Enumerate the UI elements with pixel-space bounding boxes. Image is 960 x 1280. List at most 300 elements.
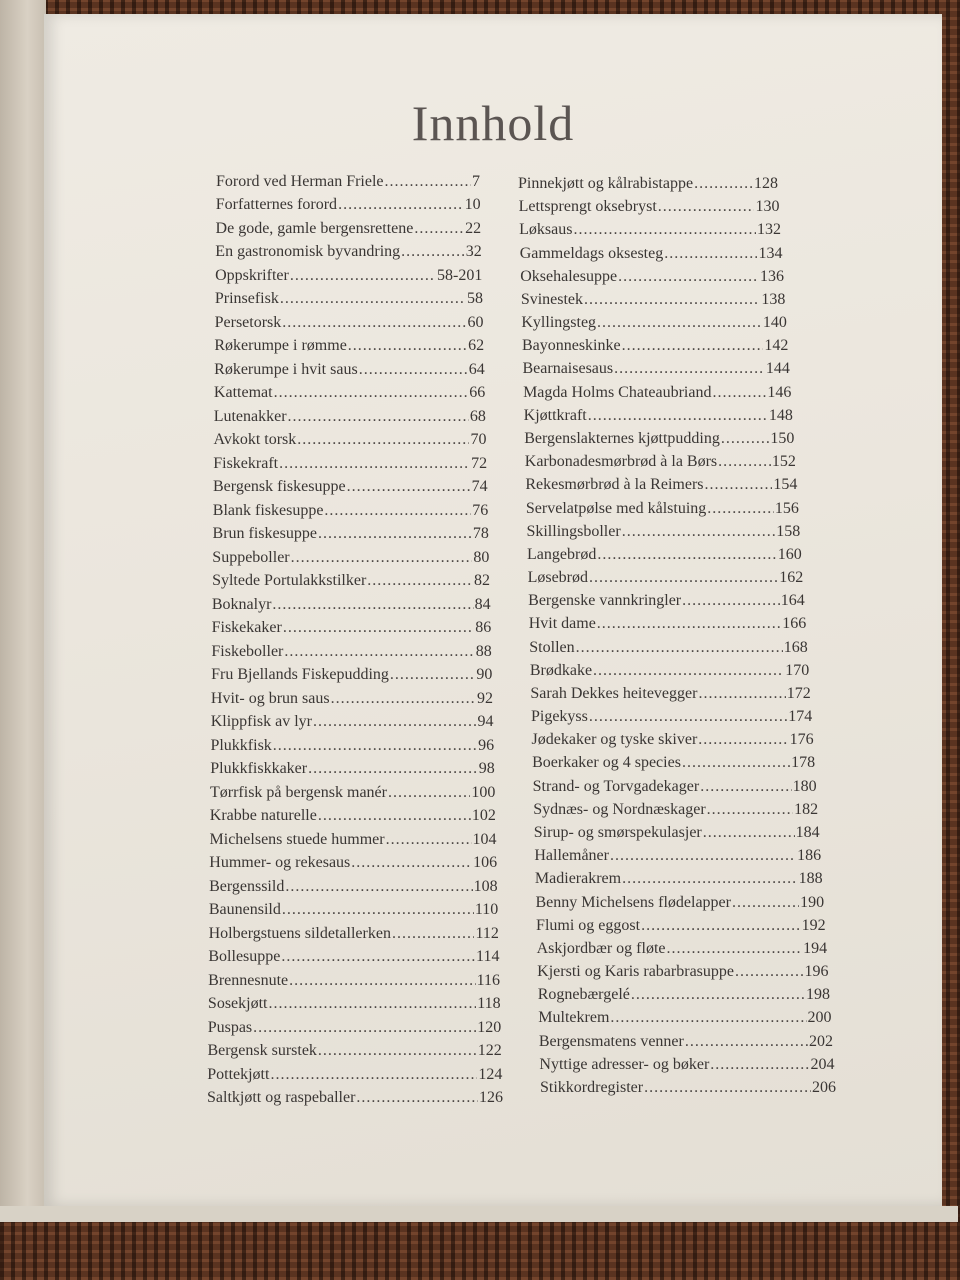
toc-entry-title: Askjordbær og fløte	[536, 939, 666, 957]
toc-entry-title: Skillingsboller	[526, 522, 621, 540]
toc-entry-title: Forfatternes forord	[215, 196, 338, 214]
toc-entry-page-number: 90	[476, 666, 493, 684]
toc-entry-page-number: 102	[471, 807, 496, 825]
toc-leader-dots	[700, 779, 791, 795]
toc-leader-dots	[331, 691, 476, 707]
toc-entry	[213, 526, 489, 542]
toc-entry-title: Brennesnute	[208, 971, 289, 989]
toc-entry-title: Michelsens stuede hummer	[209, 830, 385, 848]
toc-entry-page-number: 204	[810, 1055, 835, 1073]
toc-leader-dots	[666, 941, 802, 957]
toc-entry-page-number: 142	[764, 337, 789, 355]
toc-leader-dots	[285, 879, 472, 895]
toc-entry	[528, 570, 804, 586]
toc-entry-page-number: 96	[478, 736, 495, 754]
toc-entry	[207, 1043, 501, 1059]
toc-entry-title: Baunensild	[208, 901, 281, 919]
toc-leader-dots	[735, 964, 804, 980]
toc-entry-page-number: 120	[477, 1018, 502, 1036]
toc-leader-dots	[705, 477, 773, 493]
toc-entry-page-number: 150	[770, 429, 795, 447]
toc-entry	[210, 761, 495, 777]
toc-leader-dots	[712, 385, 766, 401]
toc-entry-title: Sosekjøtt	[207, 995, 268, 1013]
toc-leader-dots	[288, 409, 469, 425]
toc-leader-dots	[618, 269, 759, 285]
toc-leader-dots	[703, 825, 795, 841]
toc-entry-title: Røkerumpe i hvit saus	[214, 360, 358, 378]
toc-entry	[521, 315, 787, 331]
toc-leader-dots	[414, 221, 464, 237]
toc-leader-dots	[390, 667, 475, 683]
toc-entry	[214, 385, 485, 401]
toc-entry-title: Nyttige adresser- og bøker	[539, 1055, 710, 1073]
toc-entry-title: Løsebrød	[527, 569, 589, 587]
toc-entry	[216, 221, 482, 237]
toc-entry	[211, 691, 493, 707]
toc-entry-title: Plukkfiskkaker	[210, 760, 308, 778]
toc-entry-title: Prinsefisk	[214, 290, 279, 308]
toc-entry	[527, 547, 802, 563]
toc-entry-title: Saltkjøtt og raspeballer	[207, 1089, 356, 1106]
toc-entry	[208, 1020, 502, 1036]
toc-entry-page-number: 124	[478, 1065, 503, 1083]
toc-leader-dots	[588, 408, 768, 424]
toc-entry-page-number: 58-201	[437, 266, 483, 284]
toc-leader-dots	[710, 1057, 809, 1073]
toc-leader-dots	[610, 848, 796, 864]
toc-entry-title: Fiskekaker	[211, 619, 282, 637]
toc-entry-page-number: 116	[476, 971, 501, 989]
toc-entry-title: Rekesmørbrød à la Reimers	[525, 476, 704, 494]
toc-entry	[522, 338, 788, 354]
toc-leader-dots	[359, 362, 468, 378]
toc-leader-dots	[281, 949, 475, 965]
toc-entry	[214, 362, 485, 378]
toc-entry	[209, 926, 499, 942]
toc-entry-page-number: 188	[798, 870, 823, 888]
toc-entry-title: Magda Holms Chateaubriand	[523, 383, 712, 401]
contents-page	[44, 14, 942, 1206]
toc-entry-title: Madierakrem	[534, 870, 622, 888]
toc-entry-title: Kjøttkraft	[523, 406, 587, 424]
toc-entry-page-number: 98	[478, 760, 495, 778]
toc-entry-page-number: 140	[762, 314, 787, 332]
toc-entry-title: Rognebærgelé	[537, 986, 630, 1004]
toc-entry	[215, 315, 484, 331]
toc-entry-title: Tørrfisk på bergensk manér	[210, 783, 387, 801]
toc-entry	[519, 222, 781, 238]
toc-leader-dots	[589, 570, 778, 586]
toc-leader-dots	[279, 456, 470, 472]
toc-entry-page-number: 174	[788, 708, 813, 726]
toc-leader-dots	[284, 644, 474, 660]
toc-entry-page-number: 130	[755, 198, 780, 216]
toc-entry-page-number: 168	[783, 638, 808, 656]
toc-leader-dots	[386, 832, 472, 848]
toc-entry	[525, 477, 797, 493]
toc-entry	[524, 431, 794, 447]
toc-entry-page-number: 190	[800, 893, 825, 911]
toc-entry-page-number: 22	[465, 219, 482, 237]
toc-leader-dots	[388, 785, 470, 801]
toc-leader-dots	[593, 663, 784, 679]
toc-entry-title: Forord ved Herman Friele	[216, 173, 384, 190]
toc-entry	[210, 785, 495, 801]
toc-leader-dots	[351, 855, 472, 871]
toc-entry	[538, 987, 830, 1003]
toc-entry-page-number: 152	[771, 453, 796, 471]
toc-entry	[518, 176, 778, 192]
toc-leader-dots	[348, 338, 467, 354]
toc-leader-dots	[356, 1090, 478, 1106]
toc-entry-page-number: 76	[472, 501, 489, 519]
toc-entry-title: Syltede Portulakkstilker	[212, 572, 367, 590]
toc-entry	[209, 902, 498, 918]
toc-entry-title: Brun fiskesuppe	[212, 525, 317, 543]
toc-entry	[535, 895, 824, 911]
toc-entry-title: Jødekaker og tyske skiver	[531, 731, 698, 749]
toc-entry-page-number: 104	[472, 830, 497, 848]
toc-leader-dots	[721, 431, 769, 447]
toc-leader-dots	[694, 176, 753, 192]
toc-entry-page-number: 110	[474, 901, 499, 919]
toc-entry	[213, 432, 486, 448]
toc-leader-dots	[253, 1020, 476, 1036]
toc-entry	[536, 918, 826, 934]
toc-entry-page-number: 160	[777, 545, 802, 563]
toc-entry	[528, 593, 805, 609]
toc-entry-page-number: 164	[780, 592, 805, 610]
toc-entry-title: Sydnæs- og Nordnæskager	[533, 800, 706, 818]
toc-leader-dots	[283, 620, 474, 636]
toc-entry-title: Stollen	[529, 638, 575, 656]
toc-leader-dots	[573, 222, 756, 238]
toc-entry-title: Langebrød	[527, 545, 597, 563]
toc-entry	[209, 855, 497, 871]
toc-leader-dots	[318, 526, 472, 542]
toc-leader-dots	[641, 918, 801, 934]
toc-leader-dots	[347, 479, 471, 495]
toc-entry-page-number: 70	[470, 431, 487, 449]
toc-entry-title: En gastronomisk byvandring	[215, 243, 401, 261]
toc-entry-title: Bollesuppe	[208, 948, 281, 966]
toc-entry-title: Hallemåner	[534, 847, 609, 865]
toc-leader-dots	[268, 996, 476, 1012]
toc-entry-page-number: 196	[804, 963, 829, 981]
toc-entry-page-number: 202	[809, 1032, 833, 1050]
toc-entry	[208, 949, 499, 965]
toc-entry-title: Servelatpølse med kålstuing	[525, 499, 707, 517]
toc-leader-dots	[313, 714, 477, 730]
toc-entry	[533, 779, 817, 795]
toc-entry	[211, 714, 494, 730]
toc-entry	[216, 174, 480, 190]
toc-entry-title: Pottekjøtt	[207, 1065, 270, 1083]
toc-entry-page-number: 132	[756, 221, 781, 239]
toc-leader-dots	[273, 738, 477, 754]
toc-leader-dots	[610, 1010, 806, 1026]
toc-entry	[210, 832, 497, 848]
toc-entry-title: Pigekyss	[530, 708, 588, 726]
toc-leader-dots	[698, 732, 788, 748]
toc-entry	[538, 1010, 831, 1026]
toc-leader-dots	[318, 1043, 477, 1059]
toc-entry-page-number: 136	[759, 267, 784, 285]
toc-leader-dots	[614, 361, 765, 377]
toc-entry	[215, 291, 483, 307]
toc-entry-title: Brødkake	[529, 661, 593, 679]
toc-entry	[540, 1080, 836, 1096]
toc-entry-page-number: 158	[776, 522, 801, 540]
toc-entry	[523, 361, 790, 377]
toc-entry-page-number: 134	[758, 244, 783, 262]
toc-leader-dots	[664, 246, 757, 262]
toc-entry	[209, 879, 498, 895]
toc-leader-dots	[270, 1067, 477, 1083]
toc-entry	[216, 197, 481, 213]
toc-leader-dots	[290, 268, 436, 284]
toc-leader-dots	[338, 197, 464, 213]
toc-entry	[525, 454, 796, 470]
toc-entry	[533, 802, 818, 818]
toc-entry	[212, 597, 491, 613]
toc-entry-title: Multekrem	[538, 1009, 610, 1027]
toc-entry-title: Bayonneskinke	[521, 337, 621, 355]
toc-entry-page-number: 206	[812, 1079, 836, 1096]
toc-entry-title: Bergensk fiskesuppe	[213, 478, 346, 496]
toc-leader-dots	[318, 808, 471, 824]
toc-leader-dots	[732, 895, 799, 911]
toc-entry-title: Blank fiskesuppe	[212, 501, 324, 519]
toc-entry-title: Avkokt torsk	[213, 431, 297, 449]
toc-leader-dots	[622, 338, 764, 354]
toc-leader-dots	[589, 709, 787, 725]
toc-leader-dots	[584, 292, 760, 308]
toc-entry-page-number: 88	[475, 642, 492, 660]
toc-leader-dots	[280, 291, 466, 307]
toc-entry-title: Sarah Dekkes heitevegger	[530, 684, 698, 702]
toc-entry	[526, 524, 800, 540]
toc-leader-dots	[385, 174, 471, 190]
toc-entry-title: Lutenakker	[213, 407, 287, 425]
toc-entry-title: Hvit- og brun saus	[210, 689, 330, 707]
book-spine-edge	[0, 0, 46, 1222]
toc-entry-page-number: 182	[794, 800, 819, 818]
toc-entry-title: Løksaus	[519, 221, 573, 239]
toc-entry	[215, 244, 481, 260]
toc-leader-dots	[289, 973, 476, 989]
toc-entry-page-number: 86	[475, 619, 492, 637]
toc-entry-page-number: 172	[786, 684, 811, 702]
toc-entry	[529, 640, 807, 656]
toc-entry-title: De gode, gamle bergensrettene	[215, 219, 414, 237]
toc-leader-dots	[401, 244, 465, 260]
toc-entry-page-number: 62	[468, 337, 485, 355]
toc-entry-title: Persetorsk	[214, 313, 282, 331]
toc-entry-page-number: 80	[473, 548, 490, 566]
toc-entry-title: Bergensk surstek	[207, 1042, 317, 1060]
toc-leader-dots	[685, 1034, 808, 1050]
toc-entry-title: Bergenssild	[209, 877, 285, 895]
toc-entry-title: Hvit dame	[528, 615, 596, 633]
toc-entry-page-number: 66	[469, 384, 486, 402]
toc-entry	[523, 385, 791, 401]
toc-entry-page-number: 106	[473, 854, 498, 872]
toc-entry-page-number: 162	[779, 569, 804, 587]
toc-entry-title: Kyllingsteg	[521, 314, 597, 332]
toc-entry-title: Pinnekjøtt og kålrabistappe	[518, 175, 694, 192]
toc-entry	[539, 1034, 833, 1050]
toc-entry-title: Puspas	[207, 1018, 253, 1036]
toc-entry	[208, 996, 501, 1012]
toc-entry	[207, 1067, 502, 1083]
toc-entry-page-number: 186	[797, 847, 822, 865]
toc-entry-page-number: 100	[471, 783, 496, 801]
toc-leader-dots	[367, 573, 473, 589]
toc-entry-page-number: 118	[477, 995, 501, 1013]
toc-entry	[537, 941, 827, 957]
toc-entry	[214, 409, 486, 425]
toc-entry-title: Krabbe naturelle	[209, 807, 317, 825]
toc-entry-page-number: 166	[782, 615, 807, 633]
toc-entry	[212, 550, 489, 566]
toc-entry-title: Oksehalesuppe	[520, 267, 618, 285]
toc-entry-page-number: 198	[806, 986, 831, 1004]
toc-entry-title: Oppskrifter	[215, 266, 289, 284]
toc-entry-title: Stikkordregister	[540, 1079, 644, 1096]
toc-leader-dots	[291, 550, 473, 566]
toc-entry-title: Benny Michelsens flødelapper	[535, 893, 731, 911]
toc-entry-page-number: 108	[473, 877, 498, 895]
toc-entry-page-number: 146	[767, 383, 792, 401]
toc-entry-title: Boerkaker og 4 species	[532, 754, 681, 772]
toc-entry	[532, 755, 815, 771]
toc-entry	[215, 268, 482, 284]
toc-leader-dots	[282, 902, 474, 918]
toc-entry-page-number: 126	[479, 1089, 503, 1106]
toc-leader-dots	[392, 926, 475, 942]
toc-entry-title: Svinestek	[520, 290, 584, 308]
toc-entry-page-number: 74	[471, 478, 488, 496]
toc-entry	[210, 738, 494, 754]
toc-entry-title: Fiskekraft	[213, 454, 279, 472]
toc-entry-page-number: 200	[807, 1009, 832, 1027]
toc-entry	[211, 644, 491, 660]
toc-leader-dots	[698, 686, 785, 702]
toc-entry-page-number: 78	[472, 525, 489, 543]
page-bottom-edge	[0, 1206, 958, 1222]
toc-entry	[530, 663, 809, 679]
toc-entry	[531, 709, 812, 725]
toc-entry	[213, 479, 488, 495]
toc-entry-page-number: 60	[467, 313, 484, 331]
toc-entry-title: Holbergstuens sildetallerken	[208, 924, 391, 942]
toc-entry-page-number: 122	[477, 1042, 502, 1060]
toc-entry-page-number: 112	[475, 924, 499, 942]
toc-leader-dots	[644, 1080, 811, 1096]
toc-entry-title: Bergenske vannkringler	[528, 592, 682, 610]
toc-entry-page-number: 154	[773, 476, 798, 494]
toc-leader-dots	[324, 503, 471, 519]
toc-entry	[214, 338, 484, 354]
toc-entry	[519, 199, 780, 215]
toc-entry-page-number: 92	[476, 689, 493, 707]
toc-entry-page-number: 82	[474, 572, 490, 590]
toc-entry	[532, 732, 814, 748]
toc-entry-title: Strand- og Torvgadekager	[532, 777, 700, 795]
toc-leader-dots	[597, 547, 776, 563]
toc-entry-title: Kattemat	[213, 384, 273, 402]
toc-entry-page-number: 156	[774, 499, 799, 517]
toc-entry-page-number: 178	[791, 754, 816, 772]
toc-leader-dots	[682, 593, 780, 609]
toc-entry-title: Flumi og eggost	[536, 916, 641, 934]
toc-leader-dots	[274, 385, 469, 401]
toc-entry-title: Fiskeboller	[211, 642, 284, 660]
toc-entry	[535, 871, 823, 887]
toc-entry	[534, 825, 820, 841]
toc-entry	[207, 1090, 503, 1106]
toc-entry	[537, 964, 828, 980]
toc-leader-dots	[622, 871, 798, 887]
toc-entry	[529, 616, 807, 632]
toc-entry-title: Bergensmatens venner	[538, 1032, 684, 1050]
toc-entry-page-number: 176	[789, 731, 814, 749]
toc-entry-page-number: 128	[754, 175, 778, 192]
toc-entry-page-number: 180	[792, 777, 817, 795]
toc-leader-dots	[597, 315, 762, 331]
toc-entry	[530, 686, 810, 702]
toc-leader-dots	[308, 761, 478, 777]
toc-entry	[208, 973, 500, 989]
toc-entry-page-number: 138	[761, 290, 786, 308]
toc-entry-title: Gammeldags oksesteg	[519, 244, 664, 262]
toc-entry-page-number: 184	[795, 824, 820, 842]
toc-entry-title: Plukkfisk	[210, 736, 272, 754]
toc-entry-page-number: 170	[785, 661, 810, 679]
toc-entry	[213, 503, 488, 519]
toc-entry-title: Røkerumpe i rømme	[214, 337, 347, 355]
toc-leader-dots	[272, 597, 473, 613]
toc-leader-dots	[682, 755, 790, 771]
toc-entry	[524, 408, 793, 424]
toc-entry-title: Suppeboller	[212, 548, 290, 566]
toc-entry	[539, 1057, 834, 1073]
toc-entry-page-number: 68	[469, 407, 486, 425]
toc-entry-title: Lettsprengt oksebryst	[518, 198, 657, 216]
toc-entry-page-number: 94	[477, 713, 494, 731]
toc-leader-dots	[576, 640, 783, 656]
toc-entry-title: Hummer- og rekesaus	[209, 854, 351, 872]
toc-entry-page-number: 64	[468, 360, 485, 378]
toc-leader-dots	[718, 454, 771, 470]
toc-entry-title: Sirup- og smørspekulasjer	[533, 824, 702, 842]
toc-leader-dots	[658, 199, 755, 215]
toc-entry	[520, 269, 784, 285]
page-title: Innhold	[411, 95, 575, 151]
toc-entry	[521, 292, 786, 308]
toc-entry-page-number: 148	[768, 406, 793, 424]
toc-entry	[210, 808, 496, 824]
toc-entry-page-number: 10	[464, 196, 481, 214]
toc-leader-dots	[622, 524, 776, 540]
toc-entry	[520, 246, 783, 262]
toc-leader-dots	[297, 432, 469, 448]
toc-entry-page-number: 194	[803, 939, 828, 957]
toc-entry	[212, 573, 490, 589]
toc-entry-page-number: 58	[466, 290, 483, 308]
